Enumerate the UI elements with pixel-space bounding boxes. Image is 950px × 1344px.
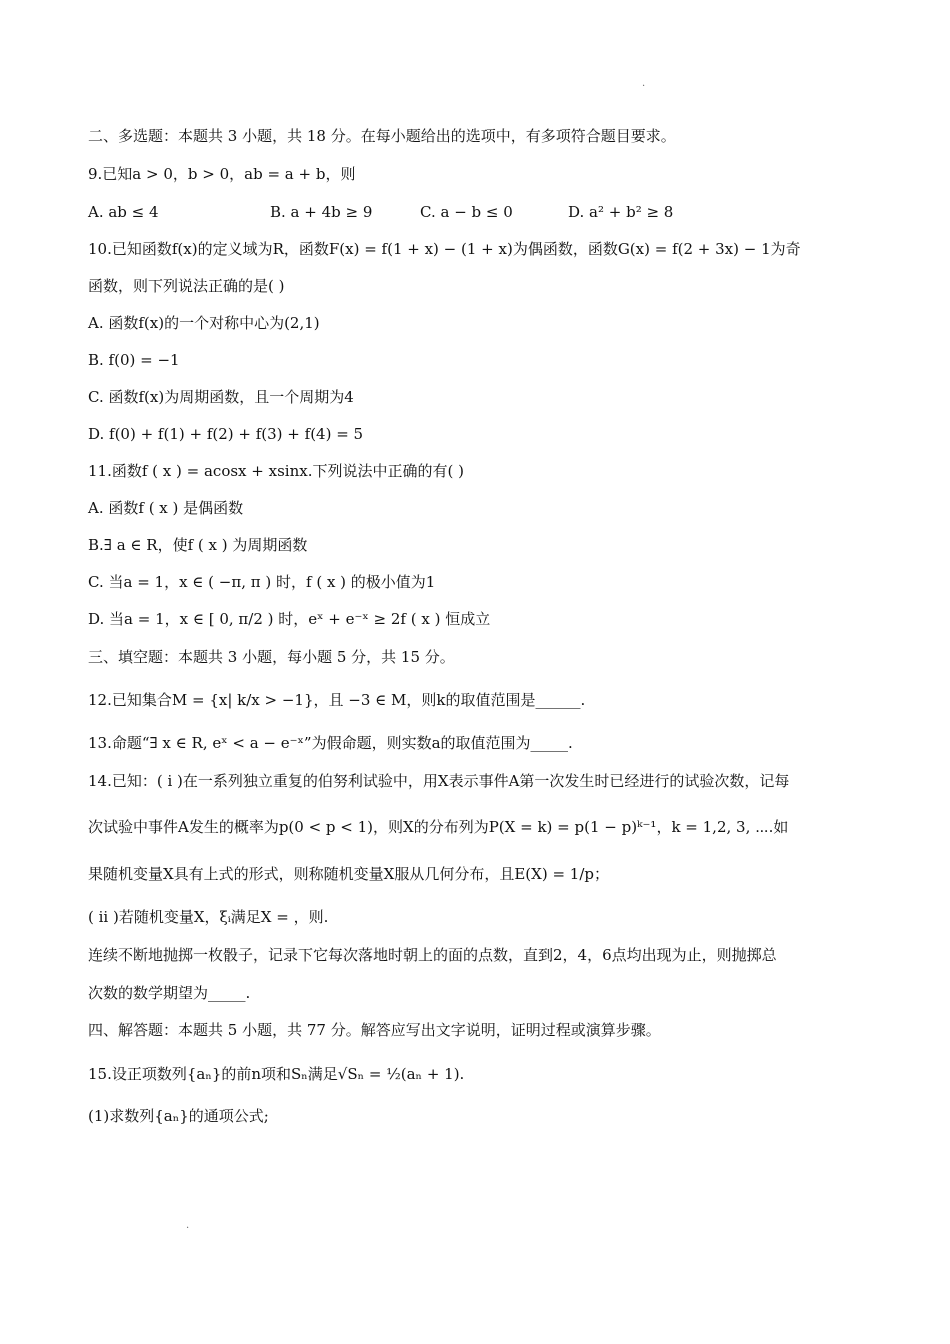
q9-option-b: B. a + 4b ≥ 9 bbox=[270, 203, 373, 221]
section-3-title: 三、填空题：本题共 3 小题，每小题 5 分，共 15 分。 bbox=[88, 648, 455, 666]
q9-option-d: D. a² + b² ≥ 8 bbox=[568, 203, 674, 221]
q15-part1: (1)求数列{aₙ}的通项公式; bbox=[88, 1107, 269, 1125]
q10-option-c: C. 函数f(x)为周期函数，且一个周期为4 bbox=[88, 388, 354, 406]
q9-option-c: C. a − b ≤ 0 bbox=[420, 203, 513, 221]
q11-option-b: B.∃ a ∈ R，使f ( x ) 为周期函数 bbox=[88, 536, 308, 554]
top-mark: . bbox=[642, 78, 646, 89]
q11-option-a: A. 函数f ( x ) 是偶函数 bbox=[88, 499, 244, 517]
q9-option-a: A. ab ≤ 4 bbox=[88, 203, 159, 221]
q11-stem: 11.函数f ( x ) = acosx + xsinx.下列说法中正确的有( ) bbox=[88, 462, 464, 480]
q14-line5: 连续不断地抛掷一枚骰子，记录下它每次落地时朝上的面的点数，直到2，4，6点均出现为止，则抛掷总 bbox=[88, 946, 777, 964]
q14-line2: 次试验中事件A发生的概率为p(0 < p < 1)，则X的分布列为P(X = k) = p(1 − p)ᵏ⁻¹，k = 1,2, 3, ⋯.如 bbox=[88, 818, 789, 836]
q14-line6: 次数的数学期望为_____. bbox=[88, 984, 251, 1002]
section-4-title: 四、解答题：本题共 5 小题，共 77 分。解答应写出文字说明，证明过程或演算步骤。 bbox=[88, 1021, 661, 1039]
q14-line4: ( ii )若随机变量X，ξᵢ满足X = ，则. bbox=[88, 908, 329, 926]
q9-stem: 9.已知a > 0，b > 0，ab = a + b，则 bbox=[88, 165, 356, 183]
q10-option-d: D. f(0) + f(1) + f(2) + f(3) + f(4) = 5 bbox=[88, 425, 364, 443]
q12-stem: 12.已知集合M = {x| k/x > −1}，且 −3 ∈ M，则k的取值范围是______. bbox=[88, 691, 586, 709]
q14-line1: 14.已知：( i )在一系列独立重复的伯努利试验中，用X表示事件A第一次发生时已经进行的试验次数，记每 bbox=[88, 772, 790, 790]
q10-option-a: A. 函数f(x)的一个对称中心为(2,1) bbox=[88, 314, 320, 332]
q11-option-c: C. 当a = 1，x ∈ ( −π, π ) 时，f ( x ) 的极小值为1 bbox=[88, 573, 436, 591]
bottom-mark: . bbox=[186, 1220, 190, 1231]
q13-stem: 13.命题“∃ x ∈ R, eˣ < a − e⁻ˣ”为假命题，则实数a的取值范围为_____. bbox=[88, 734, 573, 752]
q10-stem-line2: 函数，则下列说法正确的是( ) bbox=[88, 277, 285, 295]
q10-stem-line1: 10.已知函数f(x)的定义域为R，函数F(x) = f(1 + x) − (1 + x)为偶函数，函数G(x) = f(2 + 3x) − 1为奇 bbox=[88, 240, 801, 258]
section-2-title: 二、多选题：本题共 3 小题，共 18 分。在每小题给出的选项中，有多项符合题目要求。 bbox=[88, 127, 676, 145]
q11-option-d: D. 当a = 1，x ∈ [ 0, π/2 ) 时，eˣ + e⁻ˣ ≥ 2f ( x ) 恒成立 bbox=[88, 610, 491, 628]
q10-option-b: B. f(0) = −1 bbox=[88, 351, 180, 369]
q15-stem: 15.设正项数列{aₙ}的前n项和Sₙ满足√Sₙ = ½(aₙ + 1). bbox=[88, 1065, 465, 1083]
q14-line3: 果随机变量X具有上式的形式，则称随机变量X服从几何分布，且E(X) = 1/p； bbox=[88, 865, 609, 883]
